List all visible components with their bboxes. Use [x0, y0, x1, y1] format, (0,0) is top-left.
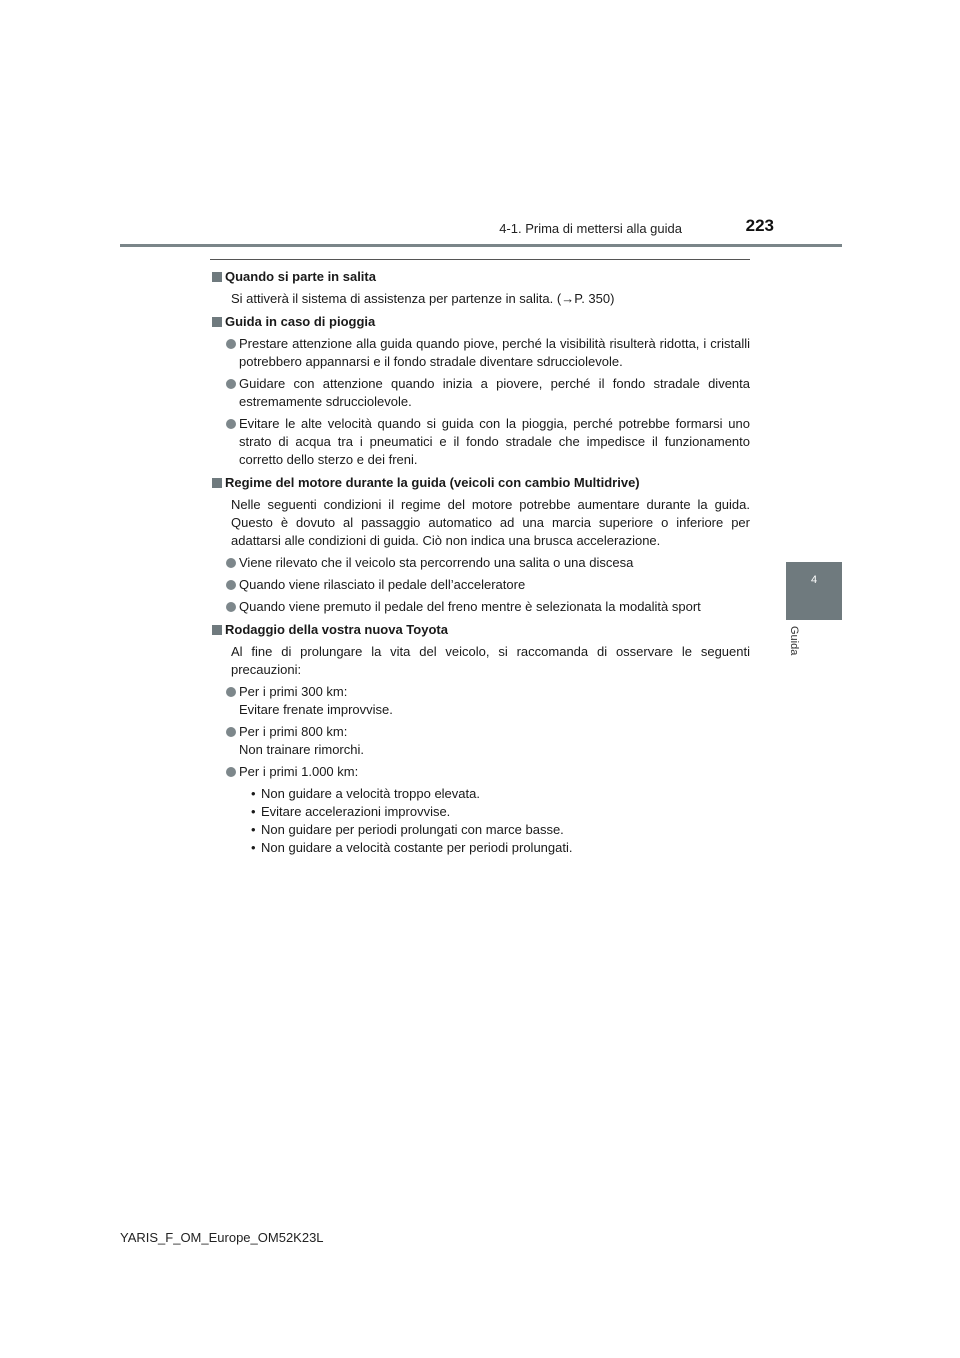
circle-bullet-icon — [226, 419, 236, 429]
list-item-title: Per i primi 800 km: — [239, 724, 348, 739]
header-rule — [120, 244, 842, 247]
sub-bullet-marker: • — [251, 822, 256, 837]
list-item-detail: Evitare frenate improvvise. — [239, 702, 393, 717]
list-item-text: Quando viene premuto il pedale del freno mentre è selezionata la modalità sport — [239, 599, 701, 614]
page-number: 223 — [745, 216, 774, 235]
list-item-text: Guidare con attenzione quando inizia a piovere, perché il fondo stradale diventa estremamente sdrucciolevole. — [239, 376, 750, 409]
section-heading-break-in — [210, 621, 750, 639]
list-item — [210, 335, 750, 371]
sub-bullet-marker: • — [251, 840, 256, 855]
chapter-side-tab — [786, 562, 842, 620]
section-paragraph: Al fine di prolungare la vita del veicolo, si raccomanda di osservare le seguenti precauzioni: — [231, 644, 750, 677]
list-item-text: Evitare le alte velocità quando si guida con la pioggia, perché potrebbe formarsi uno strato di acqua tra i pneumatici e il fondo stradale che impedisce il funzionamento corretto dello sterzo e dei freni. — [239, 416, 750, 467]
section-heading-engine-speed — [210, 474, 750, 492]
sub-list-item-text: Evitare accelerazioni improvvise. — [261, 804, 451, 819]
list-item — [210, 763, 750, 781]
sub-list-item — [210, 785, 750, 803]
sub-list-item — [210, 839, 750, 857]
square-bullet-icon — [212, 317, 222, 327]
list-item — [210, 576, 750, 594]
chapter-tab-label: Guida — [788, 626, 800, 656]
heading-text: Quando si parte in salita — [225, 269, 376, 284]
heading-text: Regime del motore durante la guida (veicoli con cambio Multidrive) — [225, 475, 640, 490]
circle-bullet-icon — [226, 602, 236, 612]
list-item — [210, 683, 750, 719]
circle-bullet-icon — [226, 558, 236, 568]
page-content — [210, 268, 750, 857]
list-item-text: Viene rilevato che il veicolo sta percorrendo una salita o una discesa — [239, 555, 634, 570]
section-paragraph: Si attiverà il sistema di assistenza per partenze in salita. (→P. 350) — [231, 291, 615, 306]
circle-bullet-icon — [226, 767, 236, 777]
sub-list-item — [210, 821, 750, 839]
list-item — [210, 723, 750, 759]
circle-bullet-icon — [226, 339, 236, 349]
list-item — [210, 598, 750, 616]
square-bullet-icon — [212, 272, 222, 282]
list-item-detail: Non trainare rimorchi. — [239, 742, 364, 757]
list-item-text: Quando viene rilasciato il pedale dell’acceleratore — [239, 577, 526, 592]
list-item-title: Per i primi 300 km: — [239, 684, 348, 699]
sub-list-item — [210, 803, 750, 821]
sub-bullet-marker: • — [251, 804, 256, 819]
content-top-rule — [210, 259, 750, 260]
list-item — [210, 554, 750, 572]
footer-document-id: YARIS_F_OM_Europe_OM52K23L — [120, 1230, 324, 1245]
chapter-tab-number: 4 — [810, 574, 818, 586]
section-paragraph: Nelle seguenti condizioni il regime del motore potrebbe aumentare durante la guida. Questo è dovuto al passaggio automatico ad una marcia superiore o inferiore per adattarsi alle condizioni di guida. Ciò non indica una brusca accelerazione. — [231, 497, 750, 548]
list-item — [210, 415, 750, 469]
sub-list-item-text: Non guidare a velocità costante per periodi prolungati. — [261, 840, 573, 855]
list-item-text: Prestare attenzione alla guida quando piove, perché la visibilità risulterà ridotta, i cristalli potrebbero appannarsi e il fondo stradale diventare sdrucciolevole. — [239, 336, 750, 369]
square-bullet-icon — [212, 625, 222, 635]
square-bullet-icon — [212, 478, 222, 488]
list-item-title: Per i primi 1.000 km: — [239, 764, 359, 779]
circle-bullet-icon — [226, 379, 236, 389]
sub-bullet-marker: • — [251, 786, 256, 801]
heading-text: Rodaggio della vostra nuova Toyota — [225, 622, 448, 637]
circle-bullet-icon — [226, 580, 236, 590]
section-heading-rain-driving — [210, 313, 750, 331]
section-heading-hill-start — [210, 268, 750, 286]
sub-list-item-text: Non guidare a velocità troppo elevata. — [261, 786, 480, 801]
chapter-header-title: 4-1. Prima di mettersi alla guida — [499, 221, 682, 236]
list-item — [210, 375, 750, 411]
heading-text: Guida in caso di pioggia — [225, 314, 376, 329]
sub-list-item-text: Non guidare per periodi prolungati con marce basse. — [261, 822, 564, 837]
circle-bullet-icon — [226, 727, 236, 737]
circle-bullet-icon — [226, 687, 236, 697]
